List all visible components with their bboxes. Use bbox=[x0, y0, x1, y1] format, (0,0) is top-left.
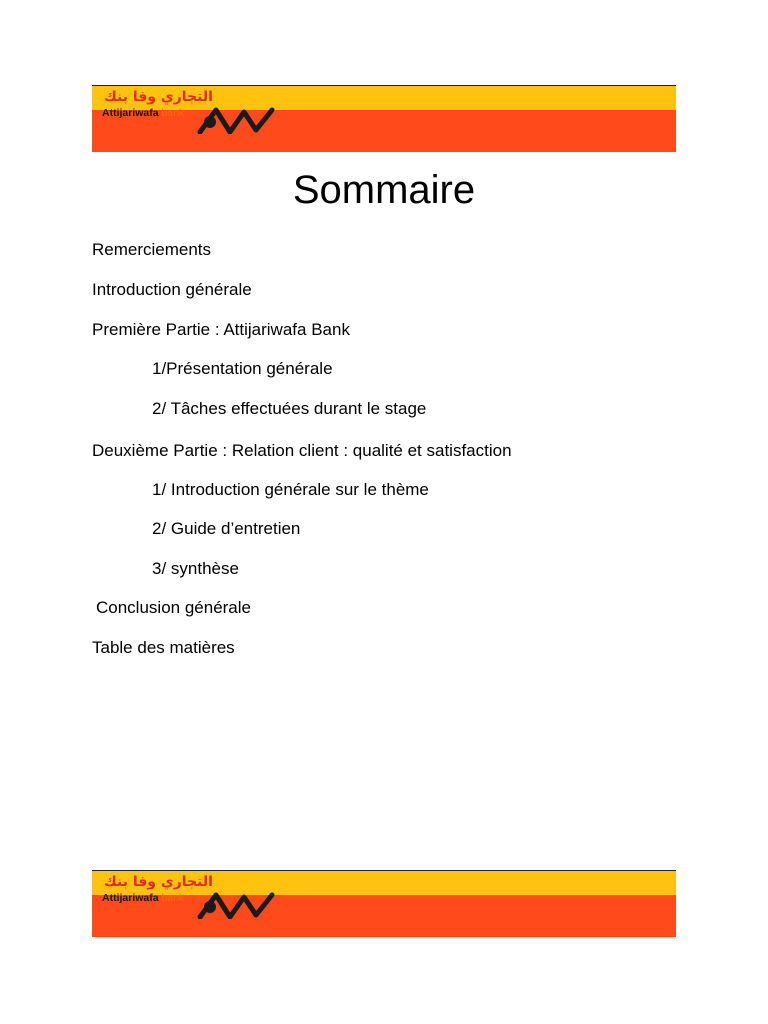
toc-subitem-introduction-theme: 1/ Introduction générale sur le thème bbox=[152, 480, 429, 499]
toc-item-table-matieres: Table des matières bbox=[92, 638, 235, 657]
attijariwafa-logo-icon bbox=[196, 891, 278, 919]
header-banner bbox=[92, 85, 676, 152]
logo-bank-word: bank bbox=[161, 107, 185, 119]
toc-item-premiere-partie: Première Partie : Attijariwafa Bank bbox=[92, 320, 350, 339]
logo-latin-text bbox=[102, 107, 184, 119]
logo-latin-name: Attijariwafa bbox=[102, 892, 159, 904]
toc-item-conclusion: Conclusion générale bbox=[96, 598, 251, 617]
toc-subitem-synthese: 3/ synthèse bbox=[152, 559, 239, 578]
toc-item-introduction: Introduction générale bbox=[92, 280, 252, 299]
toc-subitem-taches: 2/ Tâches effectuées durant le stage bbox=[152, 399, 427, 418]
toc-item-remerciements: Remerciements bbox=[92, 240, 212, 259]
attijariwafa-logo-icon bbox=[196, 106, 278, 134]
footer-banner bbox=[92, 870, 676, 937]
logo-latin-text bbox=[102, 892, 184, 904]
toc-item-deuxieme-partie: Deuxième Partie : Relation client : qualité et satisfaction bbox=[92, 441, 512, 460]
page-title: Sommaire bbox=[292, 168, 476, 212]
logo-arabic-text: التجاري وفا بنك bbox=[104, 874, 213, 890]
toc-subitem-guide-entretien: 2/ Guide d’entretien bbox=[152, 519, 301, 538]
logo-arabic-text: التجاري وفا بنك bbox=[104, 89, 213, 105]
logo-bank-word: bank bbox=[161, 892, 185, 904]
logo-latin-name: Attijariwafa bbox=[102, 107, 159, 119]
toc-subitem-presentation: 1/Présentation générale bbox=[152, 359, 333, 378]
